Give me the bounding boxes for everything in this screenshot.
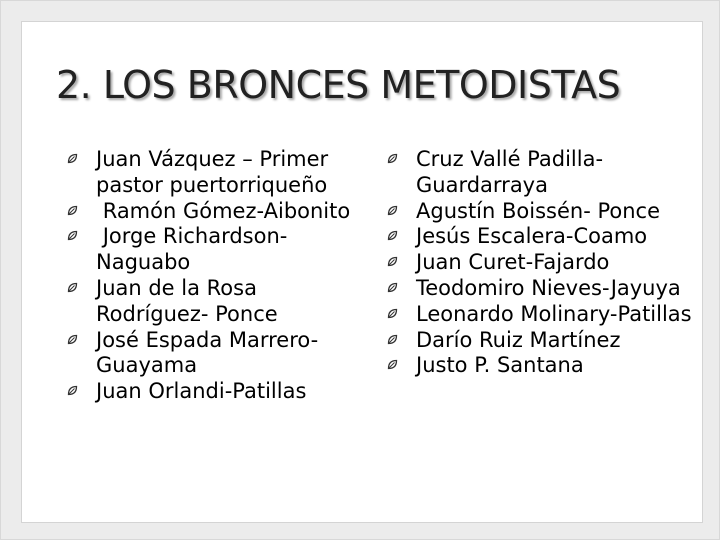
list-item-text: Agustín Boissén- Ponce [416,198,660,223]
list-item [67,224,357,276]
list-item [387,224,697,250]
leaf-bullet-icon [387,282,398,293]
list-item-text: Jorge Richardson-Naguabo [96,224,288,275]
leaf-bullet-icon [67,205,78,216]
list-item [67,199,357,225]
list-item [387,147,697,199]
list-item-text: Cruz Vallé Padilla-Guardarraya [416,147,604,197]
slide-title: 2. LOS BRONCES METODISTAS [56,63,621,107]
list-item-text: Darío Ruiz Martínez [416,327,621,352]
list-item [387,302,697,328]
leaf-bullet-icon [387,256,398,267]
list-item-text: Juan Vázquez – Primer pastor puertorriqueño [96,147,329,197]
left-bullet-list [67,147,357,405]
list-item [67,328,357,380]
list-item-text: Jesús Escalera-Coamo [416,224,648,249]
leaf-bullet-icon [67,230,78,241]
leaf-bullet-icon [67,282,78,293]
leaf-bullet-icon [387,359,398,370]
list-item [387,276,697,302]
list-item [387,353,697,379]
list-item-text: Ramón Gómez-Aibonito [96,198,351,223]
leaf-bullet-icon [67,153,78,164]
list-item [67,379,357,405]
right-bullet-list [387,147,697,379]
list-item-text: Justo P. Santana [416,353,584,378]
leaf-bullet-icon [67,385,78,396]
leaf-bullet-icon [387,308,398,319]
list-item-text: José Espada Marrero-Guayama [96,327,319,378]
leaf-bullet-icon [387,334,398,345]
list-item [387,199,697,225]
list-item-text: Juan Curet-Fajardo [416,250,610,275]
list-item [67,276,357,328]
list-item [387,328,697,354]
leaf-bullet-icon [67,334,78,345]
list-item [387,250,697,276]
list-item-text: Juan de la Rosa Rodríguez- Ponce [96,275,278,326]
leaf-bullet-icon [387,205,398,216]
list-item [67,147,357,199]
leaf-bullet-icon [387,153,398,164]
list-item-text: Leonardo Molinary-Patillas [416,301,692,326]
list-item-text: Juan Orlandi-Patillas [96,379,307,404]
list-item-text: Teodomiro Nieves-Jayuya [416,275,681,300]
leaf-bullet-icon [387,230,398,241]
